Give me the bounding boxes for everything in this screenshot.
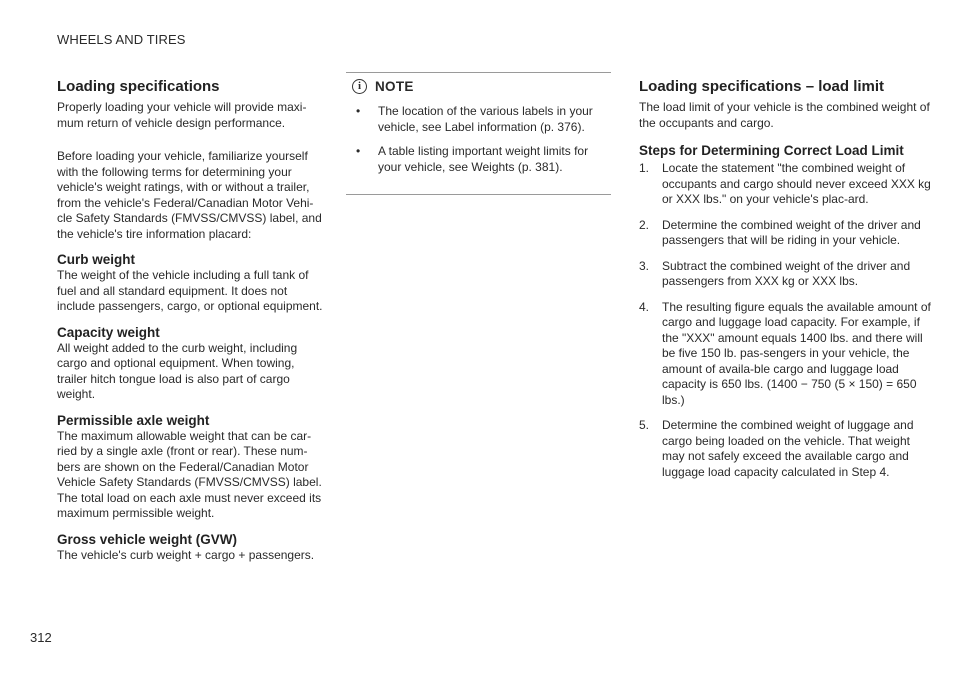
steps-heading: Steps for Determining Correct Load Limit: [639, 143, 904, 158]
step-text: Determine the combined weight of luggage and cargo being loaded on the vehicle. That weight may not safely exceed the available cargo and luggage load capacity calculated in Step 4.: [662, 418, 914, 479]
term-text-gvw: The vehicle's curb weight + cargo + passengers.: [57, 547, 315, 562]
note-box: [346, 72, 611, 195]
note-item-text: The location of the various labels in your vehicle, see Label information (p. 376).: [378, 104, 593, 134]
step-item: [639, 218, 935, 249]
info-icon: i: [352, 79, 367, 94]
bullet: •: [356, 104, 361, 118]
lead-paragraph: Properly loading your vehicle will provide maxi-mum return of vehicle design performance.: [57, 100, 307, 130]
section-title: Loading specifications: [57, 78, 220, 95]
step-item: [639, 259, 935, 290]
step-item: [639, 418, 935, 480]
note-item: [346, 144, 611, 175]
note-item-text: A table listing important weight limits for your vehicle, see Weights (p. 381).: [378, 144, 589, 174]
note-list: [346, 104, 611, 175]
note-title: NOTE: [375, 79, 414, 94]
term-text-curb-weight: The weight of the vehicle including a full tank of fuel and all standard equipment. It does not include passengers, cargo, or optional equipment.: [57, 268, 323, 313]
step-item: [639, 161, 935, 208]
column-note: [346, 72, 611, 195]
running-header: WHEELS AND TIRES: [57, 32, 186, 47]
page-number: 312: [30, 630, 52, 645]
column-loading-specifications: [57, 72, 325, 573]
step-number: 5.: [639, 418, 650, 432]
term-text-capacity-weight: All weight added to the curb weight, including cargo and optional equipment. When towing, trailer hitch tongue load is also part of cargo weight.: [57, 340, 298, 401]
term-heading-capacity-weight: Capacity weight: [57, 324, 160, 340]
term-heading-gvw: Gross vehicle weight (GVW): [57, 531, 238, 547]
term-heading-permissible-axle-weight: Permissible axle weight: [57, 412, 210, 428]
steps-list: [639, 161, 935, 480]
column-load-limit: [639, 72, 935, 490]
step-number: 4.: [639, 299, 650, 314]
section-title-load-limit: Loading specifications – load limit: [639, 78, 885, 95]
step-text: Determine the combined weight of the driver and passengers that will be riding in your vehicle.: [662, 217, 921, 247]
note-item: [346, 104, 611, 135]
step-text: Locate the statement "the combined weight of occupants and cargo should never exceed XXX kg or XXX lbs." on your vehicle's plac-ard.: [662, 161, 931, 206]
step-text: The resulting figure equals the available amount of cargo and luggage load capacity. For example, if the "XXX" amount equals 1400 lbs. and there will be five 150 lb. pas-sengers in your vehicle, the amount of availa-ble cargo and luggage load capacity is 650 lbs. (1400 − 750 (5 × 150) = 650 lbs.): [662, 299, 931, 407]
term-heading-curb-weight: Curb weight: [57, 252, 135, 267]
intro-paragraph: Before loading your vehicle, familiarize yourself with the following terms for determining your vehicle's weight ratings, with or without a trailer, from the vehicle's Federal/Canadian Motor Vehi-cle Safety Standards (FMVSS/CMVSS) label, and the vehicle's tire information placard:: [57, 149, 322, 241]
step-item: [639, 300, 935, 409]
term-text-permissible-axle-weight: The maximum allowable weight that can be car-ried by a single axle (front or rear). These num-bers are shown on the Federal/Canadian Motor Vehicle Safety Standards (FMVSS/CMVSS) label. The total load on each axle must never exceed its maximum permissible weight.: [57, 428, 322, 520]
step-text: Subtract the combined weight of the driver and passengers from XXX kg or XXX lbs.: [662, 258, 911, 288]
load-limit-lead: The load limit of your vehicle is the combined weight of the occupants and cargo.: [639, 100, 930, 130]
step-number: 3.: [639, 258, 650, 273]
step-number: 1.: [639, 161, 650, 175]
bullet: •: [356, 144, 361, 158]
note-header: [346, 79, 611, 94]
step-number: 2.: [639, 217, 650, 232]
